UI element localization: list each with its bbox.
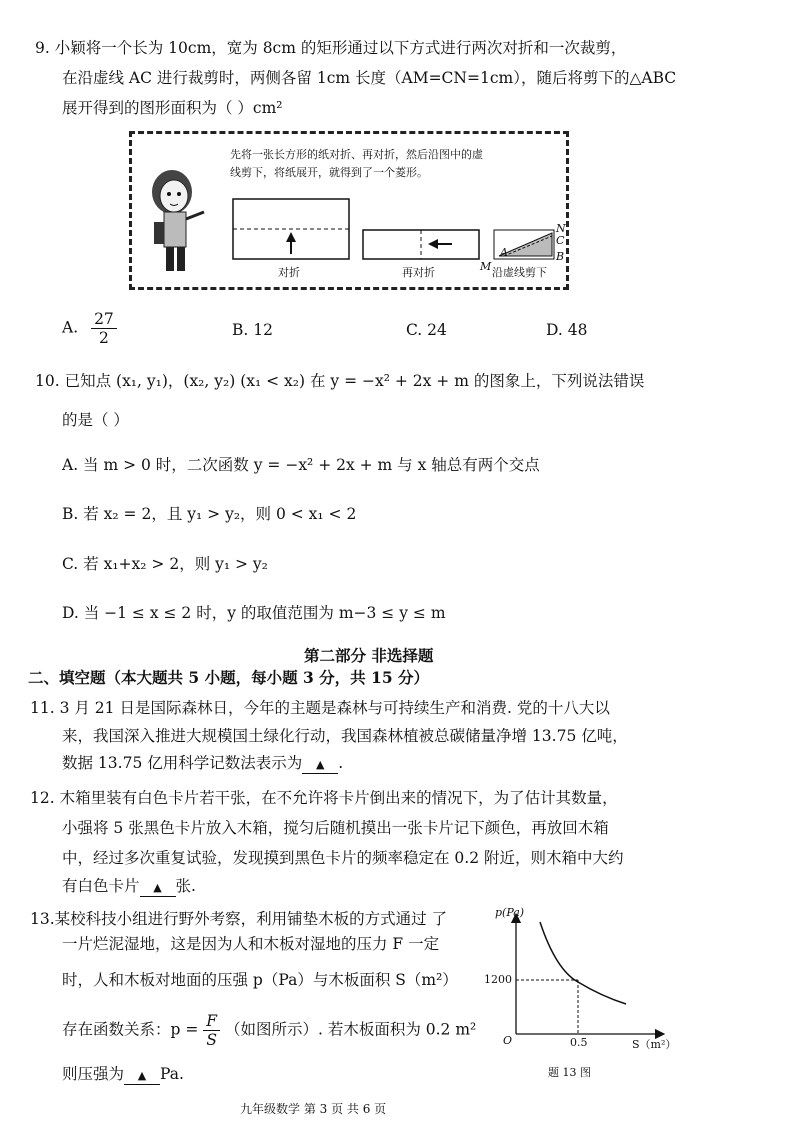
q13-line2: 一片烂泥湿地，这是因为人和木板对湿地的压力 F 一定 <box>62 935 440 953</box>
q13-line5 <box>62 1064 184 1085</box>
label-fold1: 对折 <box>278 266 300 279</box>
label-fold2: 再对折 <box>402 266 435 279</box>
q11-number: 11. <box>30 699 55 717</box>
q13-formula-lhs: 存在函数关系：p = <box>62 1020 199 1039</box>
q12-line4 <box>62 876 196 897</box>
q10-option-D: D. 当 −1 ≤ x ≤ 2 时，y 的取值范围为 m−3 ≤ y ≤ m <box>62 604 446 622</box>
q9-line1 <box>35 38 626 58</box>
q13-line5-text: 则压强为 <box>62 1065 125 1083</box>
girl-illustration <box>152 170 204 271</box>
point-N: N <box>556 222 566 235</box>
q9-text-1: 小颖将一个长为 10cm，宽为 8cm 的矩形通过以下方式进行两次对折和一次裁剪， <box>54 39 627 57</box>
hyperbola-curve <box>540 922 626 1004</box>
q9-number: 9. <box>35 39 50 57</box>
q10-option-A: A. 当 m > 0 时，二次函数 y = −x² + 2x + m 与 x 轴总有两个交点 <box>62 456 540 474</box>
q9-line2: 在沿虚线 AC 进行裁剪时，两侧各留 1cm 长度（AM=CN=1cm），随后将剪下的△ABC <box>62 69 677 87</box>
q12-text-1: 木箱里装有白色卡片若干张，在不允许将卡片倒出来的情况下，为了估计其数量， <box>59 789 618 807</box>
section-heading: 二、填空题（本大题共 5 小题，每小题 3 分，共 15 分） <box>28 668 430 687</box>
option-A-fraction <box>91 310 117 347</box>
q11-line3 <box>62 753 343 774</box>
graph-xtick: 0.5 <box>570 1036 588 1049</box>
graph-ytick: 1200 <box>484 973 512 986</box>
q13-line4 <box>62 1012 476 1049</box>
q13-line5-end: Pa. <box>160 1065 184 1083</box>
q9-figure-caption-1: 先将一张长方形的纸对折、再对折，然后沿图中的虚 <box>230 148 483 161</box>
q11-answer-blank[interactable]: ▲ <box>302 757 338 774</box>
option-A-numerator: 27 <box>91 310 117 329</box>
q11-line3-text: 数据 13.75 亿用科学记数法表示为 <box>62 754 303 772</box>
point-A: A <box>500 246 508 259</box>
q9-figure-caption-2: 线剪下，将纸展开，就得到了一个菱形。 <box>230 166 428 179</box>
q11-text-1: 3 月 21 日是国际森林日，今年的主题是森林与可持续生产和消费. 党的十八大以 <box>59 699 610 717</box>
graph-origin: O <box>503 1034 513 1047</box>
q12-number: 12. <box>30 789 55 807</box>
q10-line1 <box>35 371 644 391</box>
point-B: B <box>556 250 565 263</box>
q10-text-1: 已知点 (x₁, y₁)，(x₂, y₂) (x₁ < x₂) 在 y = −x² + 2x + m 的图象上，下列说法错误 <box>64 372 645 390</box>
q13-formula-denominator: S <box>206 1031 217 1049</box>
q13-answer-blank[interactable]: ▲ <box>124 1068 160 1085</box>
q12-line1 <box>30 788 618 808</box>
q10-option-C: C. 若 x₁+x₂ > 2，则 y₁ > y₂ <box>62 555 268 573</box>
q12-line3: 中，经过多次重复试验，发现摸到黑色卡片的频率稳定在 0.2 附近，则木箱中大约 <box>62 849 624 867</box>
q11-line2: 来，我国深入推进大规模国土绿化行动，我国森林植被总碳储量净增 13.75 亿吨， <box>62 727 628 745</box>
graph-caption: 题 13 图 <box>548 1066 591 1079</box>
label-cut: 沿虚线剪下 <box>492 266 547 279</box>
q12-line2: 小强将 5 张黑色卡片放入木箱，搅匀后随机摸出一张卡片记下颜色，再放回木箱 <box>62 819 609 837</box>
q9-option-B: B. 12 <box>232 321 273 339</box>
q13-line1 <box>30 909 447 929</box>
q9-line3: 展开得到的图形面积为（ ）cm² <box>62 99 283 117</box>
option-A-denominator: 2 <box>98 329 109 347</box>
q9-option-C: C. 24 <box>406 321 447 339</box>
page-footer: 九年级数学 第 3 页 共 6 页 <box>240 1102 387 1116</box>
q9-option-A <box>62 310 117 347</box>
q11-line3-end: . <box>338 754 344 772</box>
q13-formula-fraction <box>203 1012 220 1049</box>
q12-answer-blank[interactable]: ▲ <box>140 880 176 897</box>
point-C: C <box>556 234 565 247</box>
q9-figure-box <box>129 131 569 290</box>
graph-xlabel: S（m²） <box>632 1038 677 1051</box>
q13-formula-numerator: F <box>203 1012 220 1031</box>
q13-line3: 时，人和木板对地面的压强 p（Pa）与木板面积 S（m²） <box>62 971 458 989</box>
q13-number: 13. <box>30 910 55 928</box>
part2-title: 第二部分 非选择题 <box>304 646 434 665</box>
q13-line4-text: （如图所示）. 若木板面积为 0.2 m² <box>224 1020 477 1039</box>
q10-line2: 的是（ ） <box>62 411 129 429</box>
q12-line4-text: 有白色卡片 <box>62 877 140 895</box>
q9-option-D: D. 48 <box>546 321 588 339</box>
graph-ylabel: p(Pa) <box>495 906 525 919</box>
option-A-label: A. <box>62 318 79 337</box>
q11-line1 <box>30 698 610 718</box>
q10-number: 10. <box>35 372 60 390</box>
q13-graph <box>476 900 676 1080</box>
point-M: M <box>480 260 492 273</box>
q13-text-1: 某校科技小组进行野外考察，利用铺垫木板的方式通过 了 <box>54 910 448 928</box>
q12-line4-end: 张. <box>175 877 196 895</box>
q10-option-B: B. 若 x₂ = 2，且 y₁ > y₂，则 0 < x₁ < 2 <box>62 505 357 523</box>
